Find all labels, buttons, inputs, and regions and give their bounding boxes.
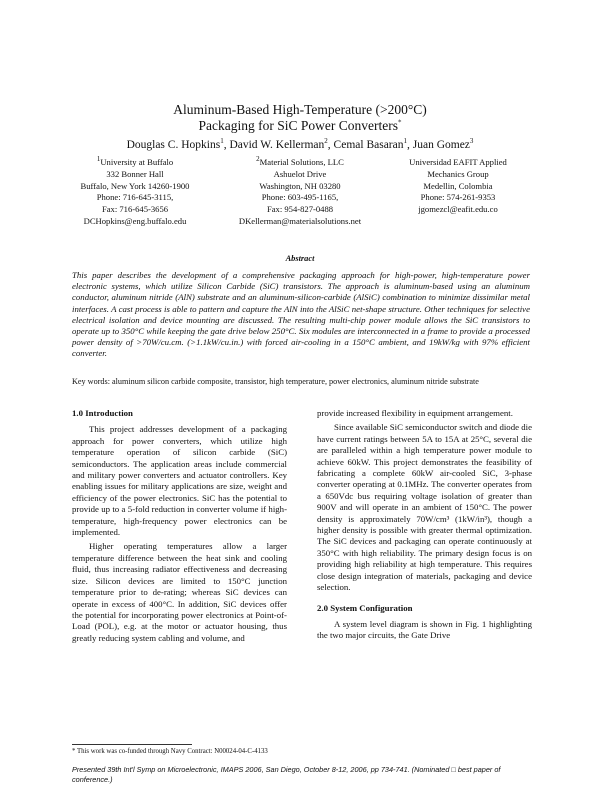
author-affiliation-mark: 1 [220, 137, 224, 146]
author: Douglas C. Hopkins [126, 139, 221, 151]
author: David W. Kellerman [229, 139, 325, 151]
author-affiliation-mark: 1 [403, 137, 407, 146]
funding-footnote: * This work was co-funded through Navy Contract: N00024-04-C-4133 [72, 748, 268, 755]
section-heading-introduction: 1.0 Introduction [72, 408, 133, 418]
author-affiliation-mark: 2 [324, 137, 328, 146]
paper-title-line-1: Aluminum-Based High-Temperature (>200°C) [173, 102, 427, 117]
affiliation-line: Medellin, Colombia [423, 180, 493, 191]
body-paragraph: Since available SiC semiconductor switch and diode die have current ratings between 5A to 15A at 25°C, several die are paralleled within a high temperature power module to achieve 60kW. This project demonstrates the feasibility of fabricating a complete 60kW air-cooled SiC, 3-phase converter operating at 0.1MHz. The converter operates from a 650Vdc bus requiring voltage isolation of greater than 900V and will operate in an ambient of 150°C. The power density is approximately 70W/cm³ (1kW/in³), though a higher density is possible with greater thermal optimization. The SiC devices and packaging can operate continuously at 350°C with high reliability. The primary design focus is on providing high reliability at high temperature. This requires close design integration of materials, packaging and device selection. [317, 422, 532, 593]
presentation-citation: Presented 39th Int'l Symp on Microelectronic, IMAPS 2006, San Diego, October 8-12, 2006, pp 734-741. (Nominated □ best paper of conference.) [72, 765, 501, 784]
affiliation-line: Washington, NH 03280 [259, 180, 341, 191]
affiliation-material-solutions [218, 157, 382, 228]
affiliation-line: Ashuelot Drive [273, 168, 327, 179]
affiliation-eafit [388, 157, 528, 216]
body-paragraph: A system level diagram is shown in Fig. 1 highlighting the two major circuits, the Gate Drive [317, 618, 532, 641]
affiliation-line: Fax: 954-827-0488 [266, 204, 334, 215]
left-column [72, 408, 287, 647]
affiliation-line: 332 Bonner Hall [106, 168, 164, 179]
author-separator: , [327, 139, 334, 151]
affiliation-line: Phone: 574-261-9353 [420, 192, 496, 203]
affiliation-email[interactable]: jgomezcl@eafit.edu.co [418, 204, 498, 215]
keywords: Key words: aluminum silicon carbide composite, transistor, high temperature, power electronics, aluminum nitride substrate [72, 377, 479, 386]
author-affiliation-mark: 3 [469, 137, 474, 146]
affiliation-email[interactable]: DCHopkins@eng.buffalo.edu [83, 215, 187, 226]
affiliation-line: $^2$Material Solutions, LLC [256, 155, 344, 167]
footnote-divider [72, 744, 192, 745]
author: Juan Gomez [412, 139, 470, 151]
right-column [317, 408, 532, 645]
affiliation-mark: 1 [96, 155, 101, 164]
paper-title-line-2 [0, 118, 600, 134]
affiliation-mark: 2 [256, 155, 260, 164]
affiliation-line: Buffalo, New York 14260-1900 [80, 180, 190, 191]
affiliation-line: Universidad EAFIT Applied [409, 157, 507, 167]
abstract-heading: Abstract [285, 254, 315, 263]
affiliation-line: $^1$University at Buffalo [96, 155, 174, 167]
affiliation-line: Mechanics Group [427, 168, 489, 179]
abstract-text: This paper describes the development of a comprehensive packaging approach for high-power, high-temperature power electronic systems, which utilize Silicon Carbide (SiC) transistors. The approach is aluminum-based using an aluminum conductor, aluminum nitride (AlN) substrate and an aluminum-silicon-carbide (AlSiC) combination to minimize dissimilar metal interfaces. A cast process is able to pattern and capture the AlN into the AlSiC net-shape structure. Other techniques for selective electrical isolation and device mounting are discussed. The resulting multi-chip power module allows the SiC transistors to operate up to 350°C while keeping the gate drive below 250°C. Six modules are interconnected in a frame to provide a processed power density of >70W/cu.cm. (>1.1kW/cu.in.) with forced air-cooling in a 150°C ambient, and 19kW/kg with 97% efficient converter. [72, 270, 530, 359]
author-separator: , [223, 139, 230, 151]
body-paragraph-continuation: provide increased flexibility in equipment arrangement. [317, 408, 513, 418]
paper-title-line-2-text: Packaging for SiC Power Converters [198, 118, 398, 133]
body-paragraph: This project addresses development of a packaging approach for power converters, which utilize high temperature operation of silicon carbide (SiC) semiconductors. The application areas include commercial and military power converters and actuator controllers. Key enabling issues for military applications are size, weight and efficiency of the power electronics. SiC has the potential to provide up to a 5-fold reduction in converter volume if high-temperature, high-frequency power electronics can be implemented. [72, 424, 287, 538]
author-separator: , [406, 139, 413, 151]
title-footnote-mark: * [397, 118, 402, 127]
affiliation-email[interactable]: DKellerman@materialsolutions.net [238, 215, 362, 226]
affiliation-line: Phone: 603-495-1165, [261, 192, 339, 203]
affiliation-line: Phone: 716-645-3115, [96, 192, 174, 203]
affiliation-buffalo [60, 157, 210, 228]
author: Cemal Basaran [333, 139, 404, 151]
body-paragraph: Higher operating temperatures allow a larger temperature difference between the heat sink and cooling fluid, thus increasing radiator effectiveness and decreasing size. Silicon devices are limited to 150°C junction temperature prior to de-rating; whereas SiC devices can operate in excess of 400°C. In addition, SiC devices offer the potential for incorporating power electronics at Point-of-Load (POL), e.g. at the motor or actuator housing, thus greatly reducing system cabling and volume, and [72, 541, 287, 643]
section-heading-system-configuration: 2.0 System Configuration [317, 602, 413, 613]
author-list [0, 139, 600, 151]
affiliation-line: Fax: 716-645-3656 [101, 204, 169, 215]
